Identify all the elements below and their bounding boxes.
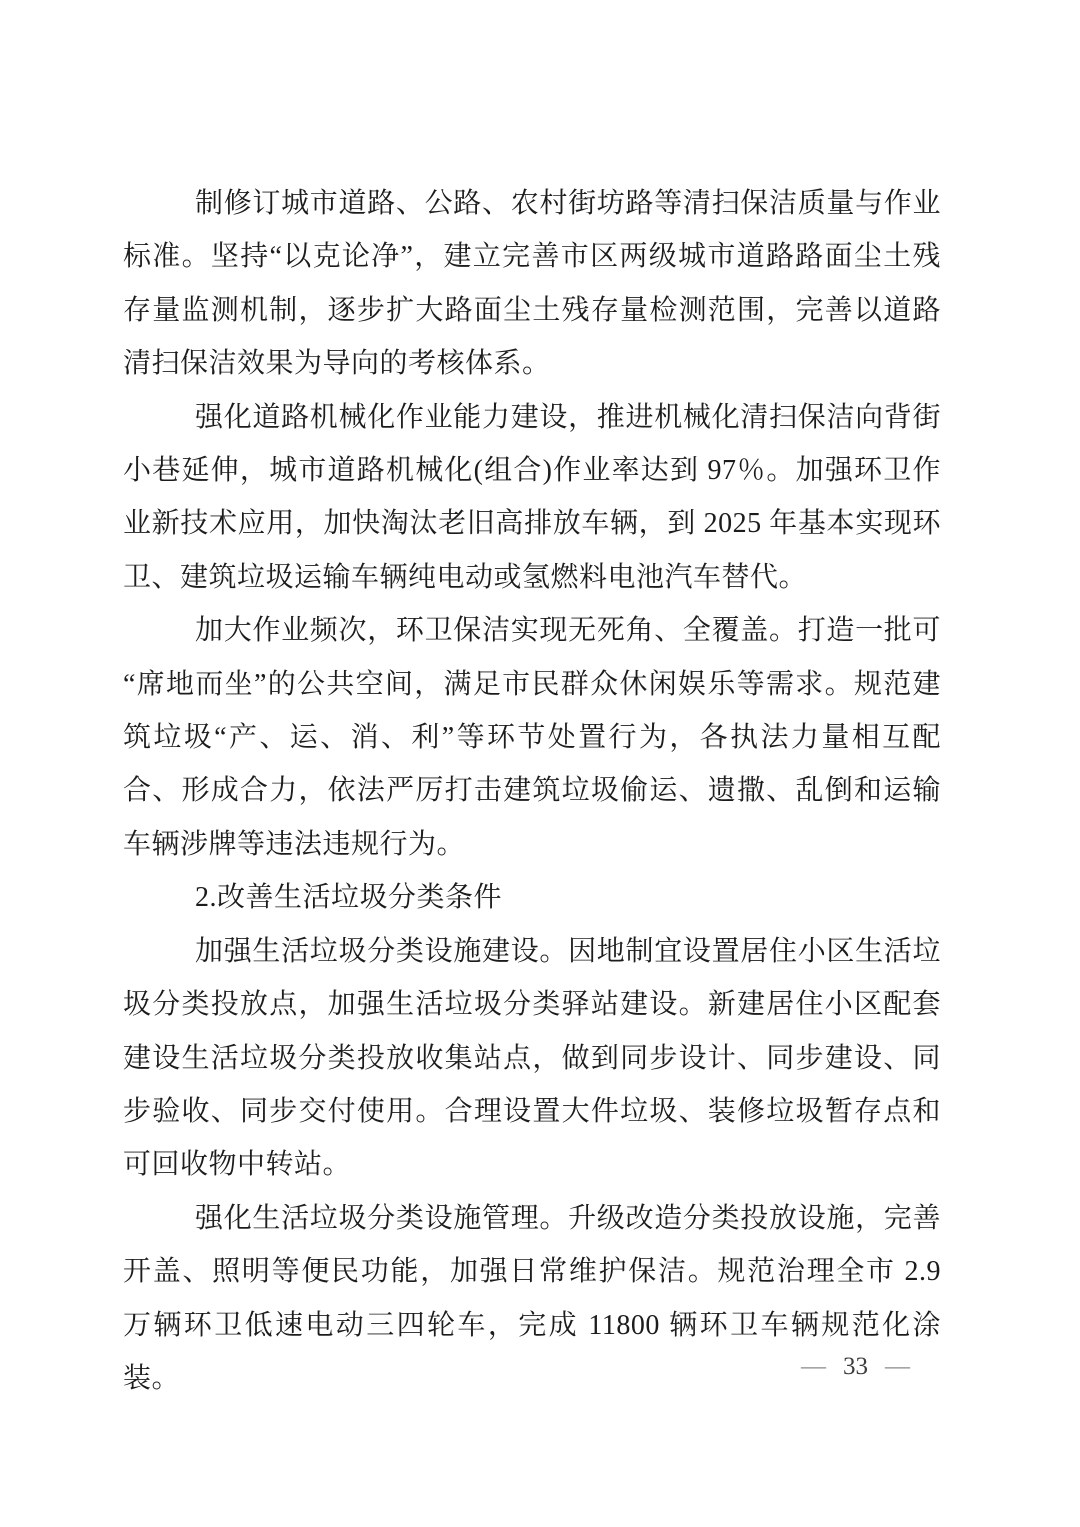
paragraph-cleaning-standards: 制修订城市道路、公路、农村街坊路等清扫保洁质量与作业标准。坚持“以克论净”，建立完善市区两级城市道路路面尘土残存量监测机制，逐步扩大路面尘土残存量检测范围，完善以道路清扫保洁效果为导向的考核体系。	[123, 188, 941, 380]
page-number: 33	[843, 1353, 868, 1380]
footer-dash-left: —	[801, 1353, 826, 1380]
section-heading-waste-sorting: 2.改善生活垃圾分类条件	[195, 882, 503, 914]
paragraph-mechanized-operations: 强化道路机械化作业能力建设，推进机械化清扫保洁向背街小巷延伸，城市道路机械化(组合)作业率达到 97％。加强环卫作业新技术应用，加快淘汰老旧高排放车辆，到 2025 年基本实现环卫、建筑垃圾运输车辆纯电动或氢燃料电池汽车替代。	[123, 401, 941, 593]
footer-dash-right: —	[885, 1353, 910, 1380]
paragraph-sorting-facilities-management: 强化生活垃圾分类设施管理。升级改造分类投放设施，完善开盖、照明等便民功能，加强日常维护保洁。规范治理全市 2.9 万辆环卫低速电动三四轮车，完成 11800 辆环卫车辆规范化涂装。	[123, 1202, 941, 1394]
page-footer	[801, 1353, 910, 1381]
document-body	[123, 177, 941, 1405]
paragraph-operation-frequency: 加大作业频次，环卫保洁实现无死角、全覆盖。打造一批可“席地而坐”的公共空间，满足市民群众休闲娱乐等需求。规范建筑垃圾“产、运、消、利”等环节处置行为，各执法力量相互配合、形成合力，依法严厉打击建筑垃圾偷运、遗撒、乱倒和运输车辆涉牌等违法违规行为。	[123, 615, 941, 860]
paragraph-sorting-facilities-construction: 加强生活垃圾分类设施建设。因地制宜设置居住小区生活垃圾分类投放点，加强生活垃圾分类驿站建设。新建居住小区配套建设生活垃圾分类投放收集站点，做到同步设计、同步建设、同步验收、同步交付使用。合理设置大件垃圾、装修垃圾暂存点和可回收物中转站。	[123, 935, 941, 1181]
